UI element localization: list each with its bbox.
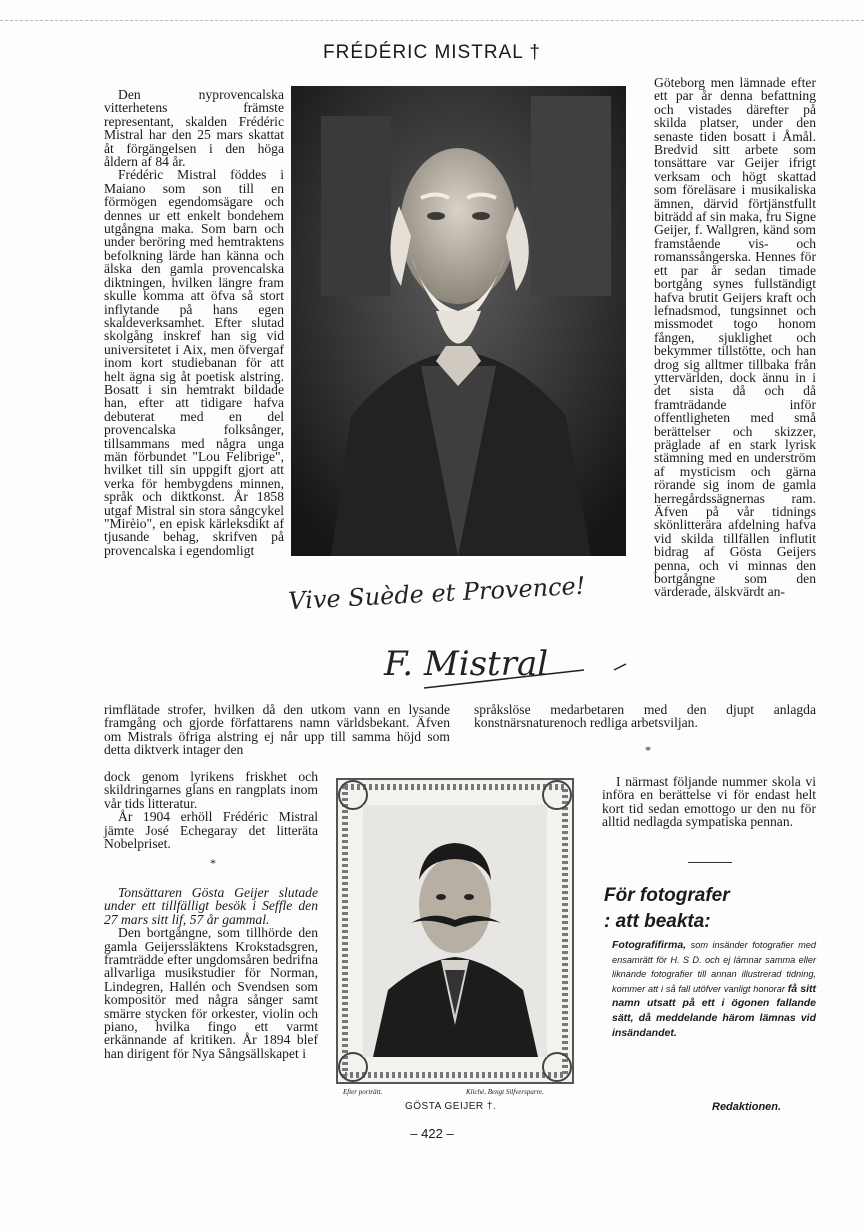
geijer-article-right-column — [654, 76, 816, 599]
geijer-article-left-column — [104, 886, 318, 1060]
geijer-paragraph-1 — [104, 886, 318, 926]
advert-signature: Redaktionen. — [712, 1101, 782, 1113]
separator-star-right: * — [645, 743, 651, 757]
page-number: – 422 – — [410, 1126, 454, 1141]
advert-heading-line-1: För fotografer — [604, 885, 730, 906]
geijer-wide-text — [474, 703, 816, 730]
signature-line-1: Vive Suède et Provence! — [287, 571, 586, 616]
signature-handwriting — [284, 560, 654, 710]
geijer-paragraph-1-text: Tonsättaren Gösta Geijer slutade under ett tillfälligt besök i Seffle den 27 mars sitt lif, 57 år gammal. — [104, 885, 318, 927]
advert-lead: Fotografifirma, — [612, 939, 687, 951]
advert-heading — [604, 883, 816, 935]
mistral-paragraph-4: År 1904 erhöll Frédéric Mistral jämte José Echegaray det litteräta Nobelpriset. — [104, 809, 318, 852]
geijer-notice — [602, 775, 816, 829]
mistral-article-continuation — [104, 770, 318, 850]
advert-body-2: få sitt namn utsatt på ett i ögonen fallande sätt, då meddelande härom lämnas vid insändandet. — [612, 982, 816, 1039]
signature-line-2: F. Mistral — [384, 644, 549, 684]
advert-body — [612, 938, 816, 1040]
separator-star-left: * — [210, 856, 216, 870]
mistral-portrait-illustration — [291, 86, 626, 556]
mistral-wide-text — [104, 703, 450, 757]
geijer-portrait-frame — [333, 775, 577, 1087]
geijer-photo-credit-left: Efter porträtt. — [343, 1088, 383, 1096]
mistral-paragraph-3: dock genom lyrikens friskhet och skildringarnes glans en rangplats inom vår tids litteratur. — [104, 769, 318, 811]
geijer-caption: GÖSTA GEIJER †. — [405, 1101, 497, 1112]
section-divider — [688, 862, 732, 863]
geijer-notice-text: I närmast följande nummer skola vi införa en berättelse vi för endast helt kort tid sedan emottogo ur den nu för alltid nedlagda sympatiska pennan. — [602, 774, 816, 830]
geijer-paragraph-2: Den bortgångne, som tillhörde den gamla Geijerssläktens Krokstadsgren, framträdde efter ungdomsåren bedrifna allvarliga musikstudier för Norman, Lindegren, Hallén och Svendsen som kompositör med några sånger samt smärre stycken för orkester, violin och piano, hvilka fingo ett varmt erkännande af kritiken. År 1894 blef han dirigent för Nya Sångsällskapet i — [104, 925, 318, 1061]
geijer-portrait-illustration — [333, 775, 577, 1087]
geijer-photo-credit-right: Kliché, Bengt Silfversparre. — [466, 1088, 544, 1096]
mistral-paragraph-2: Frédéric Mistral föddes i Maiano som son till en förmögen egendomsägare och dennes ur ett enkelt bondehem utgångna maka. Som barn och under beröring med hemtraktens befolkning lärde han känna och älska den gamla provencalska diktningen, hvilken längre fram skulle komma att öfva så stort inflytande på hans egen skaldeverksamhet. Efter slutad skolgång inskref han sig vid universitetet i Aix, men öfvergaf inom kort studiebanan för att helt ägna sig åt poetisk alstring. Bosatt i sin hemtrakt bildade han, efter att tidigare hafva debuterat med en del provencalska folksånger, tillsammans med några unga män förbundet "Lou Felibrige", hvilket till sin uppgift gjort att verka för hembygdens minnen, språk och diktkonst. År 1858 utgaf Mistral sin stora sångcykel "Mirèio", en episk kärleksdikt af tjusande behag, skrifven på provencalska i egendomligt — [104, 167, 284, 558]
mistral-signature — [284, 560, 654, 710]
mistral-wide-paragraph: rimflätade strofer, hvilken då den utkom vann en lysande framgång och gjorde författarens namn världsbekant. Äfven om Mistrals öfriga alstring ej når upp till samma höjd som detta diktverk intager den — [104, 702, 450, 758]
mistral-paragraph-1: Den nyprovencalska vitterhetens främste representant, skalden Frédéric Mistral har den 25 mars skattat åt förgängelsen i den höga åldern af 84 år. — [104, 87, 284, 170]
page-title: FRÉDÉRIC MISTRAL † — [323, 42, 541, 63]
advert-body-1: som insänder fotografier med ensamrätt för H. S D. och ej lämnar samma eller liknande fotografier till annan illustrerad tidning, kommer att i så fall utöfver vanligt honorar — [612, 940, 816, 994]
geijer-wide-paragraph: språkslöse medarbetaren med den djupt anlagda konstnärsnaturenoch redliga arbetsviljan. — [474, 702, 816, 731]
advert-heading-line-2: : att beakta: — [604, 911, 711, 932]
geijer-right-paragraph: Göteborg men lämnade efter ett par år denna befattning och vistades därefter på skilda platser, under den senaste tiden bosatt i Åmål. Bredvid sitt arbete som tonsättare var Geijer ifrigt verksam och högt skattad som föreläsare i musikaliska ämnen, därvid förtjänstfullt biträdd af sin maka, fru Signe Geijer, f. Wallgren, känd som framstående vis- och romanssångerska. Hennes för ett par år sedan timade bortgång synes fullständigt hafva brutit Geijers kraft och lefnadsmod, tungsinnet och missmodet togo honom fången, sjuklighet och bekymmer tillstötte, och han drog sig alltmer tillbaka från yttervärlden, dock ännu in i det sista då och då framträdande inför offentligheten med små berättelser och skizzer, präglade af en stark lyrisk stämning med en underström af mysticism och gärna rörande sig inom de gamla herregårdssägnernas ram. Äfven på vår tidnings skönlitterära afdelning hafva vid skilda tillfällen influtit bidrag af Gösta Geijers penna, och vi minnas den bortgångne som den värderade, älskvärdt an- — [654, 75, 816, 600]
mistral-portrait-photo — [291, 86, 626, 556]
mistral-article-left-column — [104, 88, 284, 557]
page-top-edge — [0, 20, 864, 21]
